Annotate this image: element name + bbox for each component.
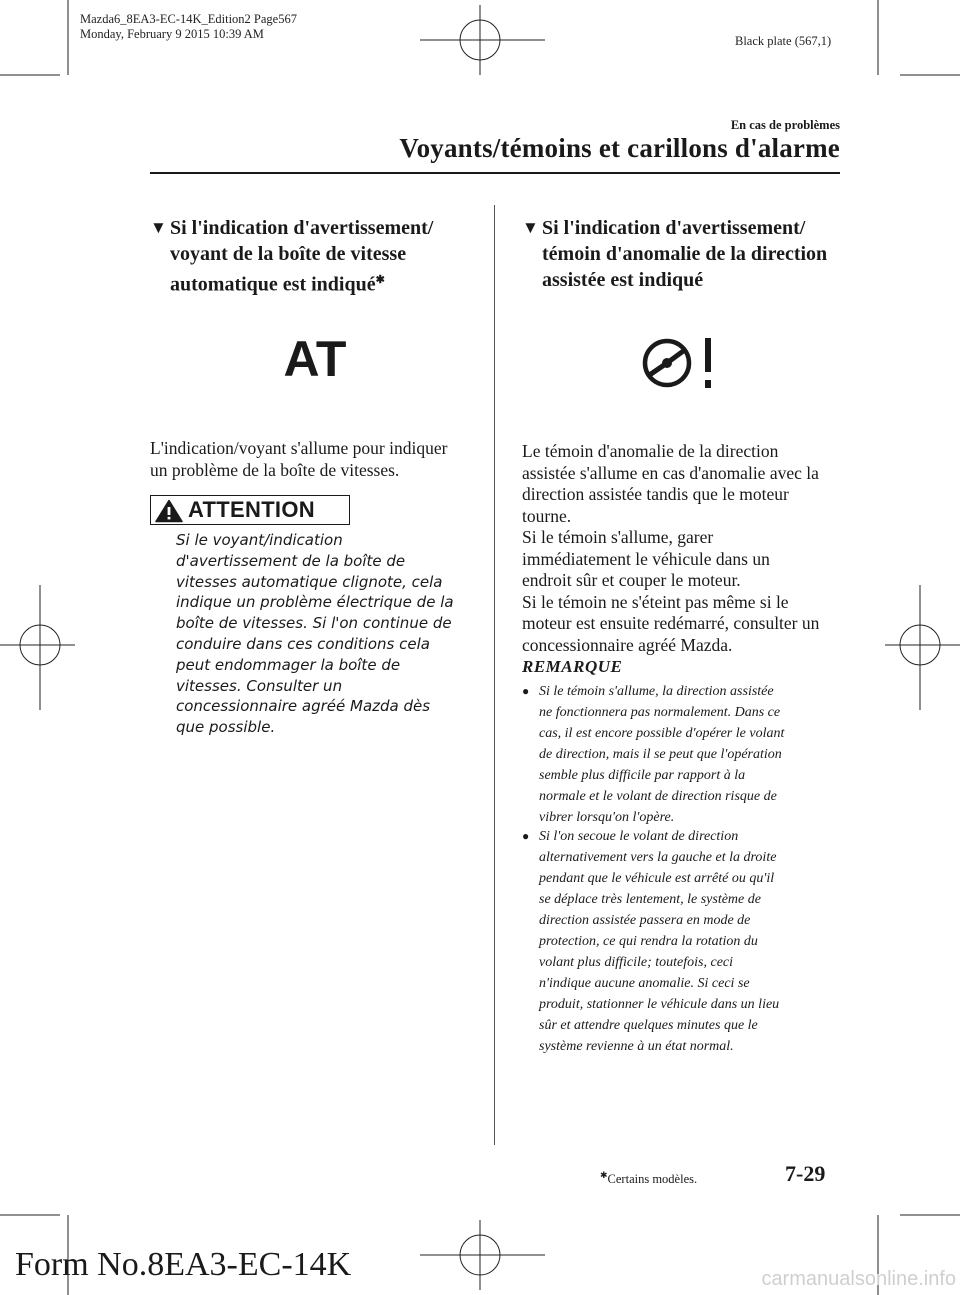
left-heading <box>150 215 480 298</box>
caution-line: conduire dans ces conditions cela <box>176 634 430 653</box>
remark-line: alternativement vers la gauche et la droite <box>539 850 777 865</box>
caution-text <box>176 530 476 738</box>
remark-title: REMARQUE <box>522 657 623 676</box>
left-heading-line-last <box>170 267 480 298</box>
left-heading-line: automatique est indiqué <box>170 273 376 296</box>
body-line: L'indication/voyant s'allume pour indiquer <box>150 438 448 458</box>
remark-line: vibrer lorsqu'on l'opère. <box>539 810 675 825</box>
caution-line: peut endommager la boîte de <box>176 655 401 674</box>
caution-line: indique un problème électrique de la <box>176 593 454 612</box>
left-heading-line: Si l'indication d'avertissement/ <box>170 217 434 239</box>
steering-warning-icon <box>640 336 722 394</box>
print-info <box>80 12 297 42</box>
body-line: moteur est ensuite redémarré, consulter un <box>522 613 820 633</box>
page-number: 7-29 <box>785 1161 826 1186</box>
body-line: immédiatement le véhicule dans un <box>522 548 770 569</box>
header-rule <box>150 172 840 174</box>
remark-line: de direction, mais il se peut que l'opération <box>539 747 782 762</box>
remark-line: normale et le volant de direction risque de <box>539 789 777 804</box>
remark-line: ne fonctionnera pas normalement. Dans ce <box>539 705 781 720</box>
watermark: carmanualsonline.info <box>761 1268 956 1290</box>
body-line: Si le témoin ne s'éteint pas même si le <box>522 591 789 612</box>
footnote-star-icon: ✱ <box>600 1170 608 1180</box>
remark-item <box>522 681 840 828</box>
remark-line: produit, stationner le véhicule dans un lieu <box>539 997 780 1012</box>
left-heading-line: voyant de la boîte de vitesse <box>170 243 407 265</box>
remark-line: n'indique aucune anomalie. Si ceci se <box>539 976 750 991</box>
caution-line: vitesses. Consulter un <box>176 676 343 695</box>
body-line: direction assistée tandis que le moteur <box>522 484 789 504</box>
remark-item <box>522 826 840 1057</box>
column-divider <box>494 205 495 1145</box>
remark-line: cas, il est encore possible d'opérer le volant <box>539 726 785 741</box>
section-label: En cas de problèmes <box>730 118 840 132</box>
print-date-line: Monday, February 9 2015 10:39 AM <box>80 27 264 41</box>
body-line: concessionnaire agréé Mazda. <box>522 634 733 655</box>
footnote <box>600 1170 697 1187</box>
right-heading-line: témoin d'anomalie de la direction <box>542 243 828 265</box>
body-line: Le témoin d'anomalie de la direction <box>522 441 779 461</box>
right-heading <box>522 215 842 293</box>
bullet-icon: ● <box>522 829 530 843</box>
remark-line: semble plus difficile par rapport à la <box>539 768 746 783</box>
caution-line: Si le voyant/indication <box>176 531 343 549</box>
print-file-line: Mazda6_8EA3-EC-14K_Edition2 Page567 <box>80 12 297 26</box>
form-number: Form No.8EA3-EC-14K <box>15 1246 352 1283</box>
left-body-text <box>150 438 480 481</box>
remark-line: Si l'on secoue le volant de direction <box>539 829 739 844</box>
right-heading-line: assistée est indiqué <box>542 269 704 291</box>
plate-info: Black plate (567,1) <box>735 34 832 48</box>
remark-line: système revienne à un état normal. <box>539 1039 734 1054</box>
at-warning-indicator-icon: AT <box>283 331 347 387</box>
remark-line: protection, ce qui rendra la rotation du <box>539 934 758 949</box>
caution-line: concessionnaire agréé Mazda dès <box>176 697 431 716</box>
remark-line: pendant que le véhicule est arrêté ou qu'il <box>539 871 775 886</box>
body-line: un problème de la boîte de vitesses. <box>150 459 400 480</box>
body-line: assistée s'allume en cas d'anomalie avec la <box>522 462 819 483</box>
remark-line: se déplace très lentement, le système de <box>539 892 761 907</box>
remark-line: direction assistée passera en mode de <box>539 913 751 928</box>
right-heading-line: Si l'indication d'avertissement/ <box>542 217 806 239</box>
remark-line: Si le témoin s'allume, la direction assistée <box>539 684 774 699</box>
right-body-text <box>522 441 842 656</box>
chapter-title: Voyants/témoins et carillons d'alarme <box>399 133 840 163</box>
footnote-text: Certains modèles. <box>607 1172 698 1187</box>
triangle-marker-icon: ▼ <box>150 218 167 237</box>
warning-triangle-icon <box>155 499 183 523</box>
attention-label: ATTENTION <box>188 497 315 522</box>
body-line: Si le témoin s'allume, garer <box>522 527 714 547</box>
footnote-star-icon: ✱ <box>375 274 385 286</box>
caution-line: d'avertissement de la boîte de <box>176 551 406 570</box>
body-line: tourne. <box>522 505 572 526</box>
caution-line: vitesses automatique clignote, cela <box>176 572 443 591</box>
body-line: endroit sûr et couper le moteur. <box>522 570 741 590</box>
caution-line: que possible. <box>176 718 276 737</box>
bullet-icon: ● <box>522 684 530 698</box>
triangle-marker-icon: ▼ <box>522 218 539 237</box>
remark-line: volant plus difficile; toutefois, ceci <box>539 955 734 970</box>
caution-line: boîte de vitesses. Si l'on continue de <box>176 614 452 633</box>
remark-line: sûr et attendre quelques minutes que le <box>539 1018 758 1033</box>
